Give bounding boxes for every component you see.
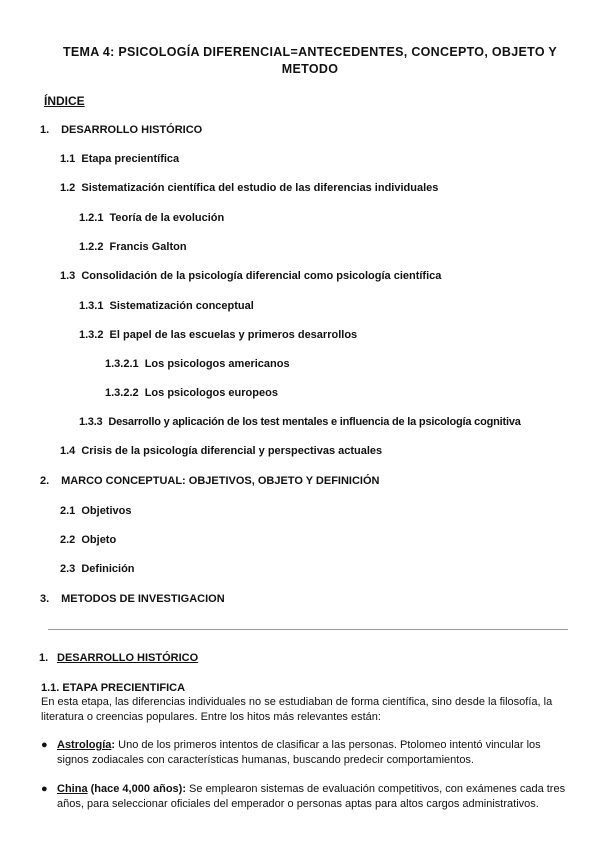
toc-number: 1.1 (60, 153, 76, 165)
toc-number: 1.3.2 (79, 329, 104, 341)
toc-item[interactable] (60, 445, 382, 457)
toc-label: Objetivos (81, 505, 132, 517)
toc-number: 1.3.2.1 (105, 358, 139, 370)
toc-label: Sistematización conceptual (109, 300, 254, 312)
toc-item[interactable] (105, 358, 290, 370)
toc-item[interactable] (40, 124, 202, 136)
toc-number: 1.2.1 (79, 212, 104, 224)
toc-number: 2.1 (60, 505, 76, 517)
toc-item[interactable] (60, 505, 131, 517)
toc-number: 1.2.2 (79, 241, 104, 253)
toc-label: DESARROLLO HISTÓRICO (61, 124, 203, 136)
toc-number: 1.3 (60, 270, 76, 282)
toc-item[interactable] (79, 416, 521, 428)
toc-label: Objeto (81, 534, 117, 546)
toc-label: MARCO CONCEPTUAL: OBJETIVOS, OBJETO Y DEFINICIÓN (61, 475, 380, 487)
list-item-term-suffix: : (111, 739, 116, 751)
list-item-text (57, 782, 567, 811)
toc-label: Sistematización científica del estudio de las diferencias individuales (81, 182, 439, 194)
toc-item[interactable] (79, 212, 224, 224)
toc-item[interactable] (105, 387, 278, 399)
toc-label: Los psicologos americanos (144, 358, 290, 370)
list-item-term: China (57, 783, 88, 795)
toc-number: 1. (40, 124, 50, 136)
list-item-term: Astrología (57, 739, 112, 751)
toc-item[interactable] (40, 475, 380, 487)
list-item-body: Se emplearon sistemas de evaluación competitivos, con exámenes cada tres años, para seleccionar oficiales del emperador o personas aptas para altos cargos administrativos. (57, 783, 566, 810)
section-heading (39, 652, 198, 664)
toc-label: Desarrollo y aplicación de los test mentales e influencia de la psicología cognitiva (108, 416, 521, 428)
toc-number: 1.3.1 (79, 300, 104, 312)
toc-number: 2.2 (60, 534, 76, 546)
toc-label: Francis Galton (109, 241, 187, 253)
intro-paragraph: En esta etapa, las diferencias individuales no se estudiaban de forma científica, sino desde la filosofía, la literatura o creencias populares. Entre los hitos más relevantes están: (41, 696, 553, 723)
toc-number: 2.3 (60, 563, 76, 575)
toc-number: 1.2 (60, 182, 76, 194)
toc-item[interactable] (79, 329, 357, 341)
toc-label: Definición (81, 563, 135, 575)
bullet-icon: ● (41, 783, 48, 795)
toc-number: 1.4 (60, 445, 76, 457)
toc-label: Etapa precientífica (81, 153, 180, 165)
section-title: DESARROLLO HISTÓRICO (57, 652, 199, 664)
section-number: 1. (39, 652, 49, 664)
title-line-1: TEMA 4: PSICOLOGÍA DIFERENCIAL=ANTECEDENTES, CONCEPTO, OBJETO Y (62, 45, 558, 59)
toc-label: Consolidación de la psicología diferencial como psicología científica (81, 270, 442, 282)
toc-item[interactable] (79, 300, 254, 312)
toc-label: Teoría de la evolución (109, 212, 225, 224)
list-item-term-suffix: (hace 4,000 años): (87, 783, 186, 795)
toc-item[interactable] (40, 593, 225, 605)
toc-label: El papel de las escuelas y primeros desarrollos (109, 329, 358, 341)
toc-label: Los psicologos europeos (144, 387, 278, 399)
toc-item[interactable] (79, 241, 187, 253)
toc-number: 3. (40, 593, 50, 605)
title-line-2: METODO (281, 62, 339, 76)
toc-item[interactable] (60, 270, 441, 282)
subsection-heading: 1.1. ETAPA PRECIENTIFICA (41, 682, 186, 694)
list-item-text (57, 738, 567, 767)
bullet-icon: ● (41, 739, 48, 751)
toc-item[interactable] (60, 153, 179, 165)
toc-number: 2. (40, 475, 50, 487)
toc-label: METODOS DE INVESTIGACION (61, 593, 225, 605)
toc-item[interactable] (60, 534, 116, 546)
toc-item[interactable] (60, 182, 438, 194)
toc-label: Crisis de la psicología diferencial y perspectivas actuales (81, 445, 383, 457)
list-item-body: Uno de los primeros intentos de clasificar a las personas. Ptolomeo intentó vincular los signos zodiacales con características humanas, buscando predecir comportamientos. (57, 739, 541, 766)
toc-number: 1.3.3 (79, 416, 103, 428)
index-heading: ÍNDICE (44, 94, 85, 108)
toc-item[interactable] (60, 563, 135, 575)
section-divider (48, 629, 568, 630)
toc-number: 1.3.2.2 (105, 387, 139, 399)
